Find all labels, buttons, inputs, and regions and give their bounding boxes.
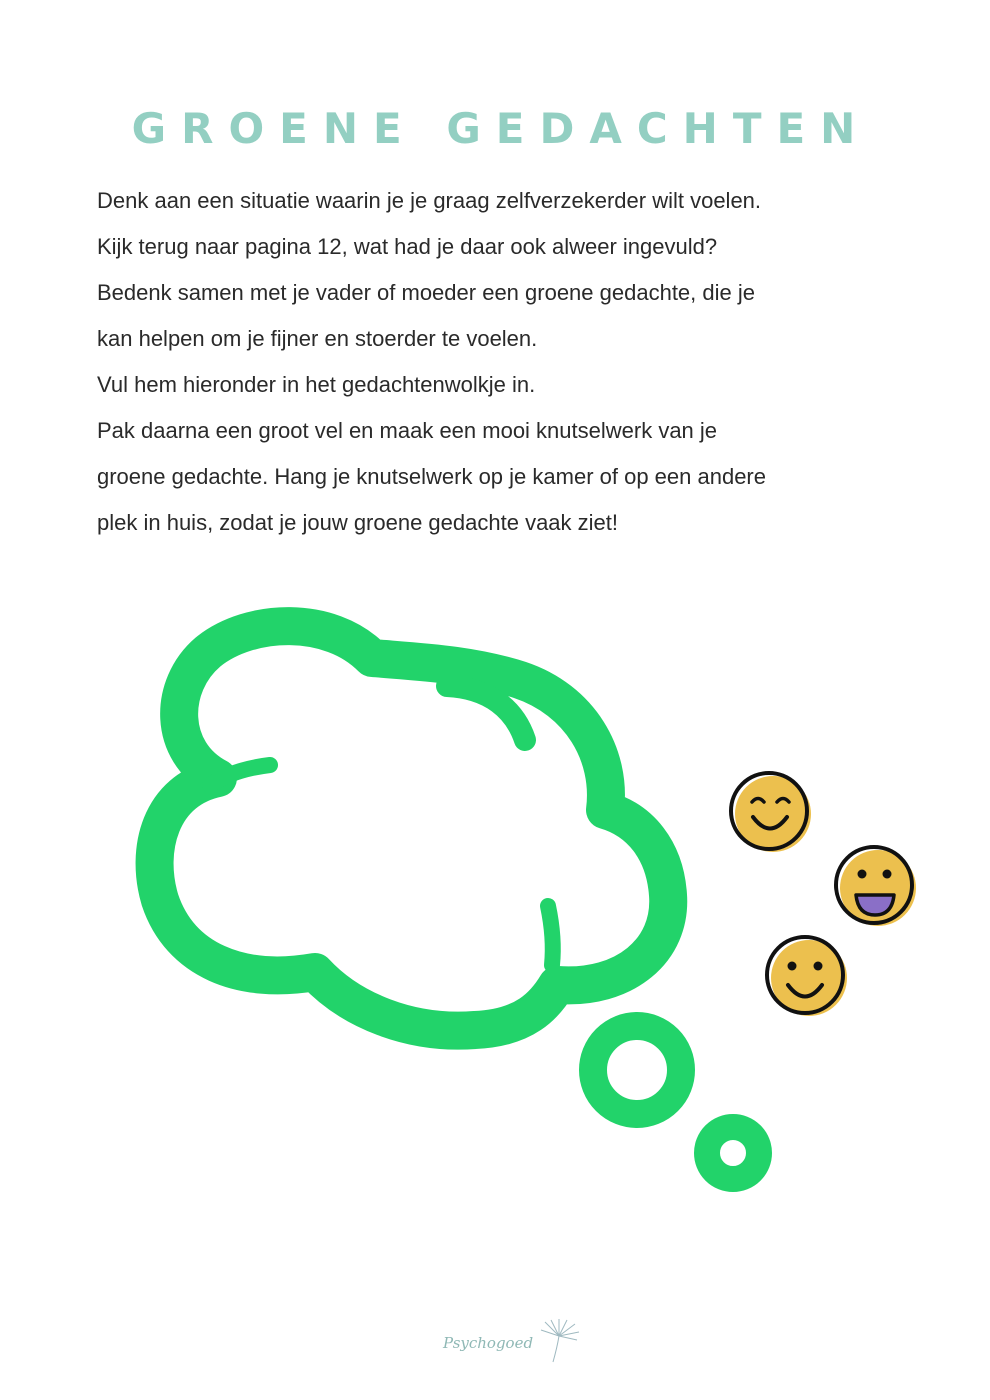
instruction-line: Pak daarna een groot vel en maak een mooi knutselwerk van je (97, 418, 718, 443)
instruction-line: Vul hem hieronder in het gedachtenwolkje in. (97, 372, 536, 397)
thought-cloud-icon (155, 626, 669, 1031)
grinning-face-icon (836, 847, 916, 926)
smiling-eyes-face-icon (731, 773, 811, 852)
instruction-line: Denk aan een situatie waarin je je graag zelfverzekerder wilt voelen. (97, 188, 762, 213)
thought-bubble-large (593, 1026, 681, 1114)
thought-bubble-small (707, 1127, 759, 1179)
instruction-line: Bedenk samen met je vader of moeder een groene gedachte, die je (97, 280, 755, 305)
cloud-inner-curve (548, 906, 553, 965)
psychogoed-logo (440, 1318, 590, 1368)
smiling-face-icon (767, 937, 847, 1016)
page-title: GROENE GEDACHTEN (131, 104, 871, 153)
instruction-line: groene gedachte. Hang je knutselwerk op je kamer of op een andere (97, 464, 766, 489)
instruction-line: plek in huis, zodat je jouw groene gedachte vaak ziet! (97, 510, 618, 535)
dandelion-seed-icon (535, 1318, 585, 1363)
logo-text: Psychogoed (443, 1334, 534, 1352)
instruction-line: Kijk terug naar pagina 12, wat had je daar ook alweer ingevuld? (97, 234, 718, 259)
instruction-line: kan helpen om je fijner en stoerder te voelen. (97, 326, 538, 351)
